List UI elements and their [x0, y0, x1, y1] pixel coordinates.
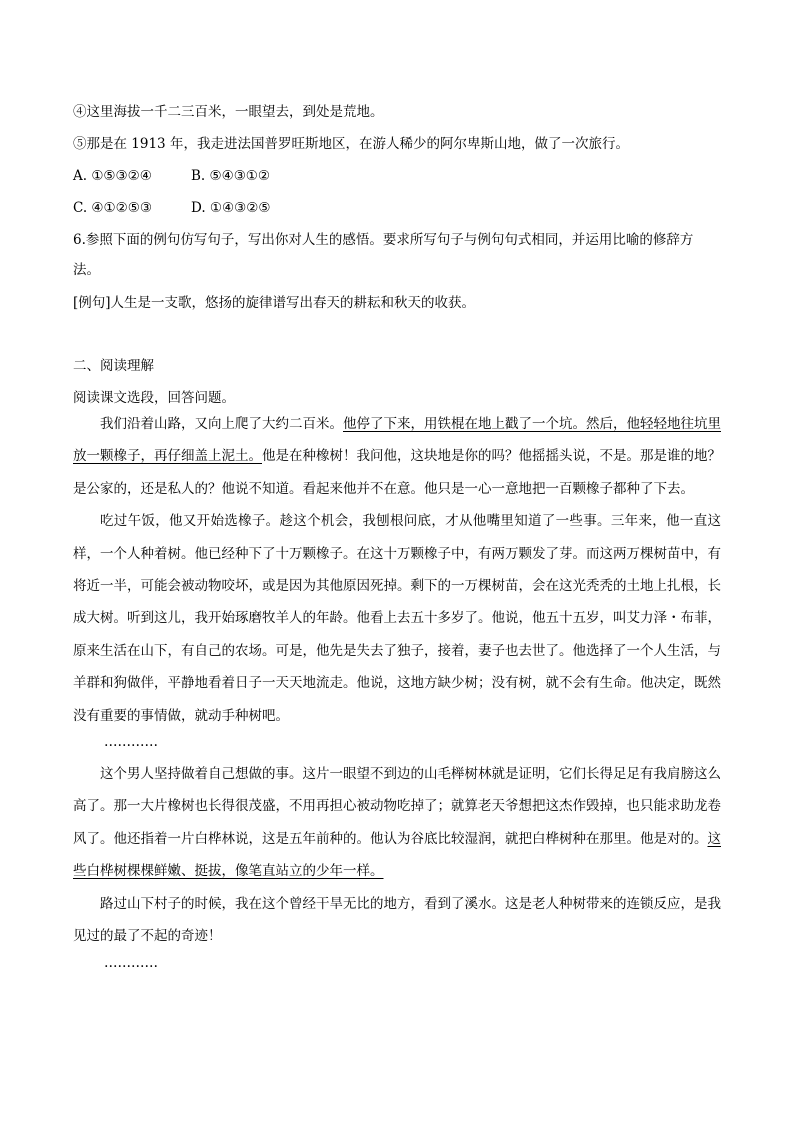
option-c: C. ④①②⑤③ [73, 200, 152, 216]
section-heading: 二、阅读理解 [73, 358, 154, 374]
example-sentence: [例句]人生是一支歌，悠扬的旋律谱写出春天的耕耘和秋天的收获。 [73, 295, 476, 311]
section-instruction: 阅读课文选段，回答问题。 [73, 390, 235, 406]
passage-paragraph-1 [73, 408, 721, 505]
option-b: B. ⑤④③①② [191, 168, 271, 184]
ellipsis-2: ………… [104, 954, 158, 971]
reading-passage [73, 408, 721, 973]
question-6-line-1: 6.参照下面的例句仿写句子，写出你对人生的感悟。要求所写句子与例句句式相同，并运用比喻的修辞方 [73, 232, 694, 248]
paragraph-1-text-a: 我们沿着山路，又向上爬了大约二百米。 [100, 416, 343, 432]
underlined-sentence-1: 他停了下来，用铁棍在地上戳了一个坑。然后，他轻轻地往坑里放一颗橡子，再仔细盖上泥土。 [73, 416, 721, 465]
paragraph-1-text-b: 他是在种橡树！我问他，这块地是你的吗？他摇摇头说，不是。那是谁的地？是公家的，还是私人的？他说不知道。看起来他并不在意。他只是一心一意地把一百颗橡子都种了下去。 [73, 448, 721, 497]
options-row-1 [73, 166, 270, 186]
passage-paragraph-4: 路过山下村子的时候，我在这个曾经干旱无比的地方，看到了溪水。这是老人种树带来的连锁反应，是我见过的最了不起的奇迹！ [73, 895, 721, 945]
passage-paragraph-2: 吃过午饭，他又开始选橡子。趁这个机会，我刨根问底，才从他嘴里知道了一些事。三年来，他一直这样，一个人种着树。他已经种下了十万颗橡子。在这十万颗橡子中，有两万颗发了芽。而这两万棵树苗中，有将近一半，可能会被动物咬坏，或是因为其他原因死掉。剩下的一万棵树苗，会在这光秃秃的土地上扎根，长成大树。听到这儿，我开始琢磨牧羊人的年龄。他看上去五十多岁了。他说，他五十五岁，叫艾力泽・布菲，原来生活在山下，有自己的农场。可是，他先是失去了独子，接着，妻子也去世了。他选择了一个人生活，与羊群和狗做伴，平静地看着日子一天天地流走。他说，这地方缺少树；没有树，就不会有生命。他决定，既然没有重要的事情做，就动手种树吧。 [73, 513, 721, 724]
question-6-line-2: 法。 [73, 262, 100, 278]
options-row-2 [73, 198, 270, 218]
ellipsis-1: ………… [104, 734, 158, 751]
option-a: A. ①⑤③②④ [73, 168, 152, 184]
sentence-item-4: ④这里海拔一千二三百米，一眼望去，到处是荒地。 [73, 104, 384, 120]
passage-paragraph-3 [73, 758, 721, 888]
option-d: D. ①④③②⑤ [191, 200, 271, 216]
sentence-item-5: ⑤那是在 1913 年，我走进法国普罗旺斯地区，在游人稀少的阿尔卑斯山地，做了一次旅行。 [73, 136, 629, 152]
paragraph-3-text-a: 这个男人坚持做着自己想做的事。这片一眼望不到边的山毛榉树林就是证明，它们长得足足有我肩膀这么高了。那一大片橡树也长得很茂盛，不用再担心被动物吃掉了；就算老天爷想把这杰作毁掉，也只能求助龙卷风了。他还指着一片白桦林说，这是五年前种的。他认为谷底比较湿润，就把白桦树种在那里。他是对的。 [73, 766, 721, 847]
underlined-sentence-2: 这些白桦树棵棵鲜嫩、挺拔，像笔直站立的少年一样。 [73, 830, 721, 880]
